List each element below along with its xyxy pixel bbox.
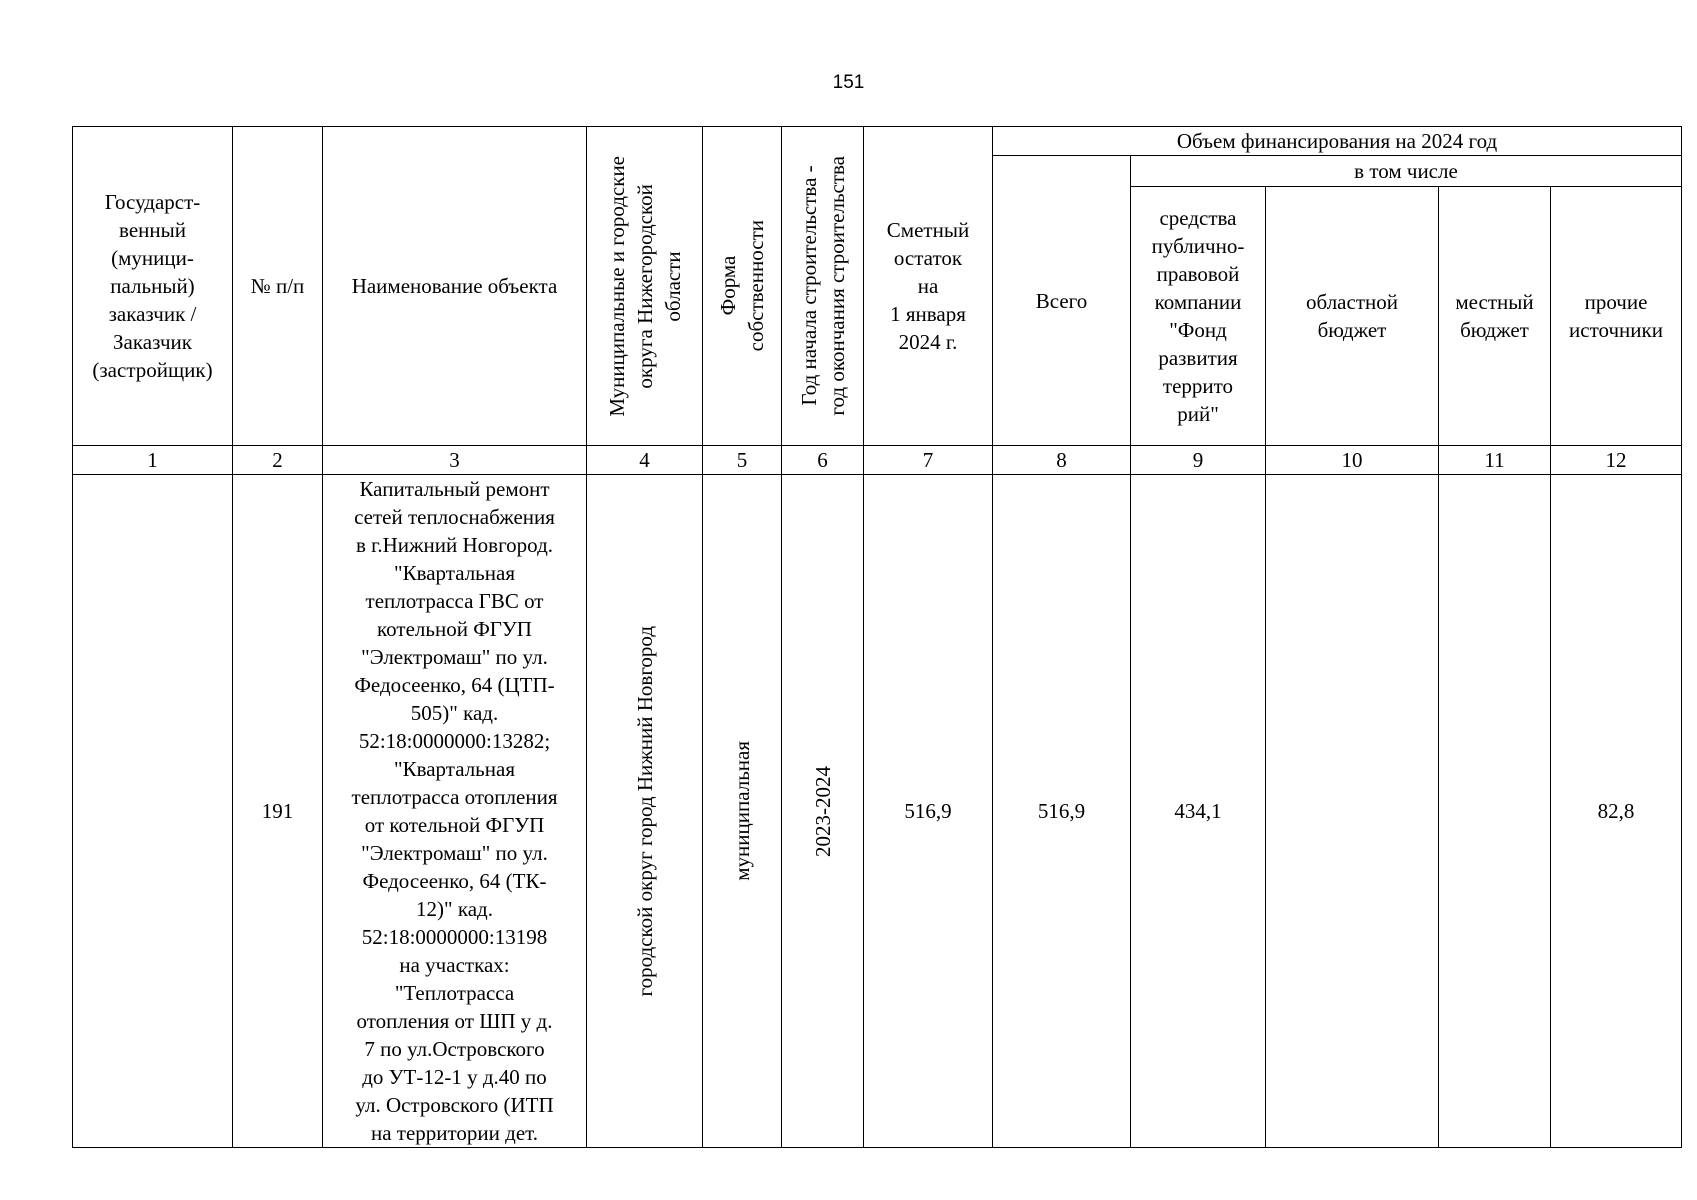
header-funding-group: Объем финансирования на 2024 год bbox=[993, 127, 1682, 156]
page-number: 151 bbox=[832, 72, 865, 93]
cell-regional-budget bbox=[1266, 475, 1439, 1148]
column-number: 1 bbox=[73, 446, 233, 475]
column-number: 5 bbox=[703, 446, 782, 475]
cell-fund: 434,1 bbox=[1131, 475, 1266, 1148]
cell-local-budget bbox=[1439, 475, 1551, 1148]
header-fund: средства публично- правовой компании "Фонд развития террито рий" bbox=[1131, 187, 1266, 446]
column-number: 10 bbox=[1266, 446, 1439, 475]
header-local-budget: местный бюджет bbox=[1439, 187, 1551, 446]
column-number: 4 bbox=[587, 446, 703, 475]
header-years: Год начала строительства - год окончания строительства bbox=[782, 127, 864, 446]
header-customer: Государст- венный (муници- пальный) заказчик / Заказчик (застройщик) bbox=[73, 127, 233, 446]
cell-years: 2023-2024 bbox=[782, 475, 864, 1148]
column-number: 3 bbox=[323, 446, 587, 475]
header-other-sources: прочие источники bbox=[1551, 187, 1682, 446]
cell-customer bbox=[73, 475, 233, 1148]
cell-estimate: 516,9 bbox=[864, 475, 993, 1148]
header-ownership: Форма собственности bbox=[703, 127, 782, 446]
column-number: 6 bbox=[782, 446, 864, 475]
column-number: 11 bbox=[1439, 446, 1551, 475]
header-municipalities: Муниципальные и городские округа Нижегородской области bbox=[587, 127, 703, 446]
cell-municipality: городской округ город Нижний Новгород bbox=[587, 475, 703, 1148]
investment-program-table bbox=[72, 126, 1682, 1148]
cell-number: 191 bbox=[233, 475, 323, 1148]
column-number: 8 bbox=[993, 446, 1131, 475]
table-row bbox=[73, 475, 1682, 1148]
header-number: № п/п bbox=[233, 127, 323, 446]
column-number: 12 bbox=[1551, 446, 1682, 475]
column-number: 9 bbox=[1131, 446, 1266, 475]
cell-total: 516,9 bbox=[993, 475, 1131, 1148]
column-number: 7 bbox=[864, 446, 993, 475]
header-estimate: Сметный остаток на 1 января 2024 г. bbox=[864, 127, 993, 446]
header-regional-budget: областной бюджет bbox=[1266, 187, 1439, 446]
cell-ownership: муниципальная bbox=[703, 475, 782, 1148]
header-total: Всего bbox=[993, 156, 1131, 446]
header-object-name: Наименование объекта bbox=[323, 127, 587, 446]
cell-other-sources: 82,8 bbox=[1551, 475, 1682, 1148]
header-including: в том числе bbox=[1131, 156, 1682, 187]
column-number: 2 bbox=[233, 446, 323, 475]
column-number-row bbox=[73, 446, 1682, 475]
cell-object-name: Капитальный ремонт сетей теплоснабжения в г.Нижний Новгород. "Квартальная теплотрасса ГВС от котельной ФГУП "Электромаш" по ул. Федосеенко, 64 (ЦТП- 505)" кад. 52:18:0000000:13282; "Квартальная теплотрасса отопления от котельной ФГУП "Электромаш" по ул. Федосеенко, 64 (ТК- 12)" кад. 52:18:0000000:13198 на участках: "Теплотрасса отопления от ШП у д. 7 по ул.Островского до УТ-12-1 у д.40 по ул. Островского (ИТП на территории дет. bbox=[323, 475, 587, 1148]
